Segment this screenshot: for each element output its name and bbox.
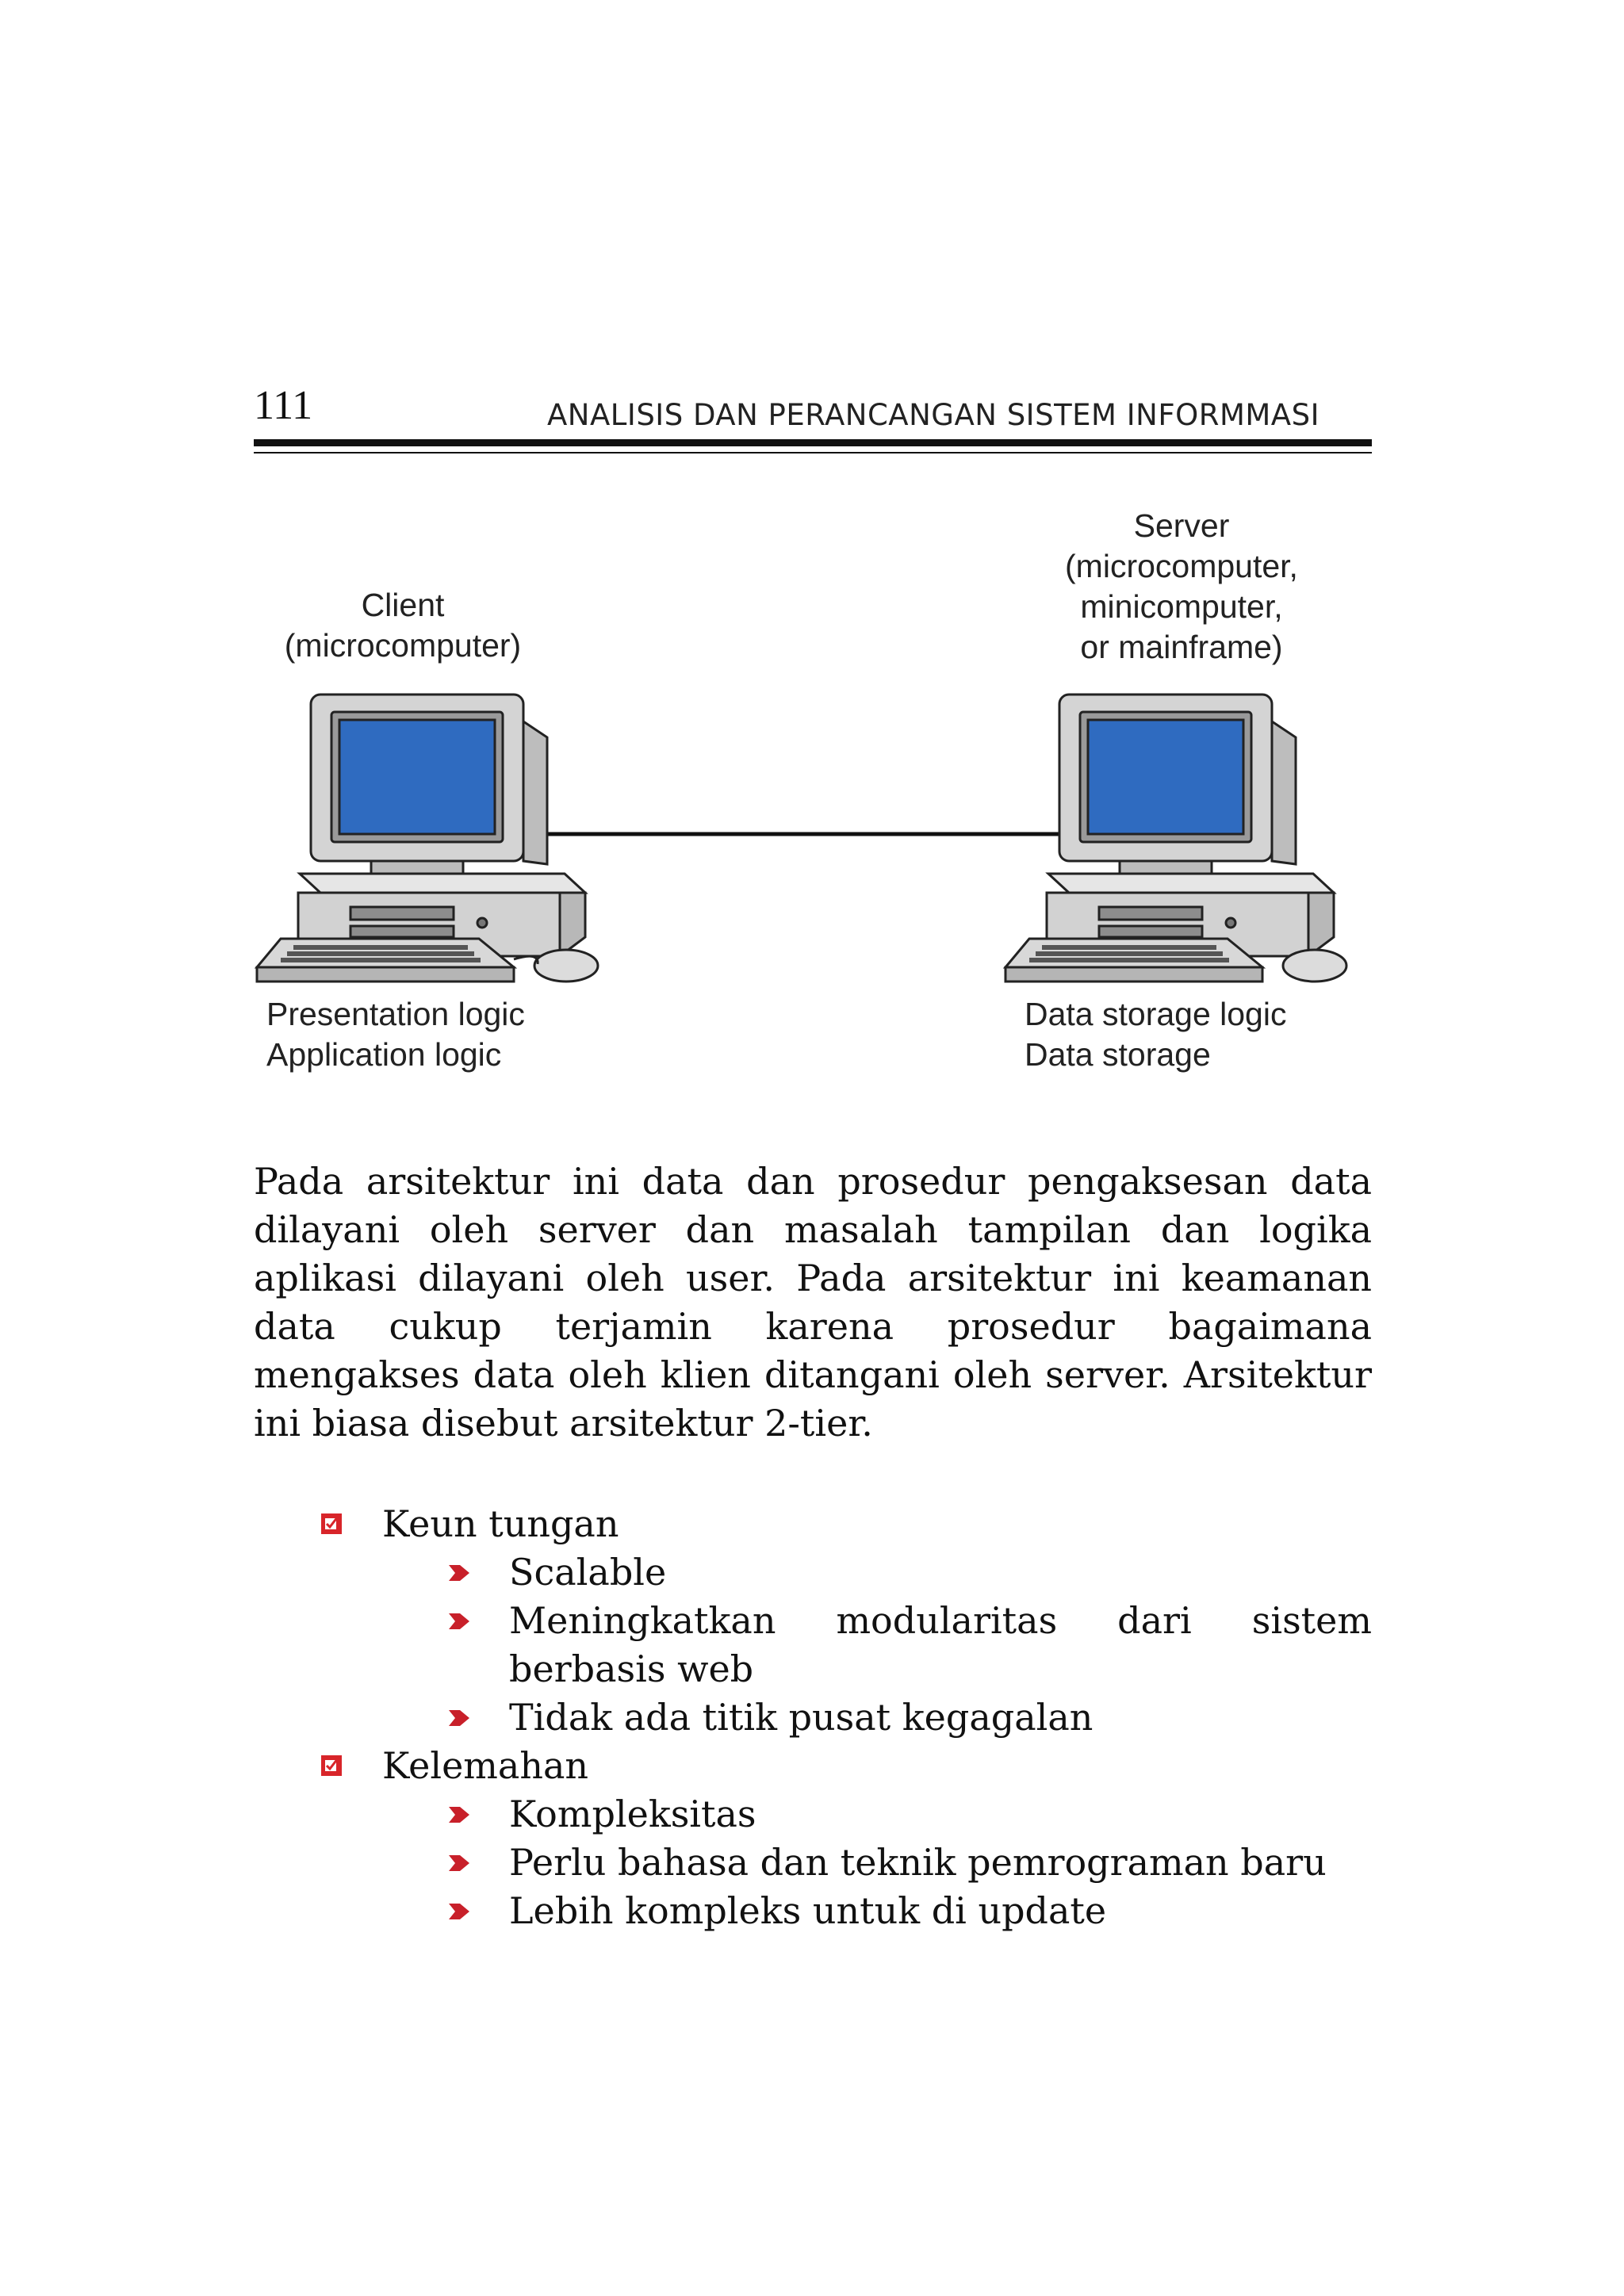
list-item xyxy=(254,1548,1372,1597)
checkbox-bullet-icon xyxy=(320,1513,343,1535)
pros-cons-list xyxy=(254,1500,1372,1935)
client-computer-icon xyxy=(252,690,601,983)
list-item xyxy=(254,1839,1372,1887)
server-functions: Data storage logic Data storage xyxy=(1025,996,1287,1073)
list-heading-advantages xyxy=(254,1500,1372,1548)
list-item-label: Tidak ada titik pusat kegagalan xyxy=(509,1696,1094,1739)
page-number: 111 xyxy=(254,383,313,428)
arrow-bullet-icon xyxy=(447,1804,471,1825)
list-item xyxy=(254,1693,1372,1742)
arrow-bullet-icon xyxy=(447,1563,471,1583)
running-title: ANALISIS DAN PERANCANGAN SISTEM INFORMMASI xyxy=(547,398,1320,432)
list-heading-disadvantages xyxy=(254,1742,1372,1790)
header-rule-thick xyxy=(254,439,1372,446)
list-heading-label: Keun tungan xyxy=(382,1502,619,1545)
body-paragraph: Pada arsitektur ini data dan prosedur pengaksesan data dilayani oleh server dan masalah tampilan dan logika aplikasi dilayani oleh user. Pada arsitektur ini keamanan data cukup terjamin karena prosedur bagaimana mengakses data oleh klien ditangani oleh server. Arsitektur ini biasa disebut arsitektur 2-tier. xyxy=(254,1160,1372,1445)
server-computer-icon xyxy=(1001,690,1350,983)
arrow-bullet-icon xyxy=(447,1708,471,1728)
list-heading-label: Kelemahan xyxy=(382,1744,589,1787)
list-item-label: Scalable xyxy=(509,1551,667,1594)
list-item xyxy=(254,1887,1372,1935)
client-functions: Presentation logic Application logic xyxy=(266,996,525,1073)
list-item xyxy=(254,1790,1372,1839)
list-item-label: Kompleksitas xyxy=(509,1793,756,1835)
arrow-bullet-icon xyxy=(447,1853,471,1873)
list-item-label: Lebih kompleks untuk di update xyxy=(509,1889,1107,1932)
list-item xyxy=(254,1597,1372,1693)
header-rule-thin xyxy=(254,452,1372,453)
arrow-bullet-icon xyxy=(447,1611,471,1632)
server-title: Server (microcomputer, minicomputer, or mainframe) xyxy=(1065,507,1298,665)
client-server-diagram xyxy=(238,492,1388,1094)
checkbox-bullet-icon xyxy=(320,1755,343,1777)
list-item-label: Perlu bahasa dan teknik pemrograman baru xyxy=(509,1841,1327,1884)
arrow-bullet-icon xyxy=(447,1901,471,1922)
client-title: Client (microcomputer) xyxy=(284,587,522,664)
list-item-label: Meningkatkan modularitas dari sistem berbasis web xyxy=(509,1599,1372,1690)
